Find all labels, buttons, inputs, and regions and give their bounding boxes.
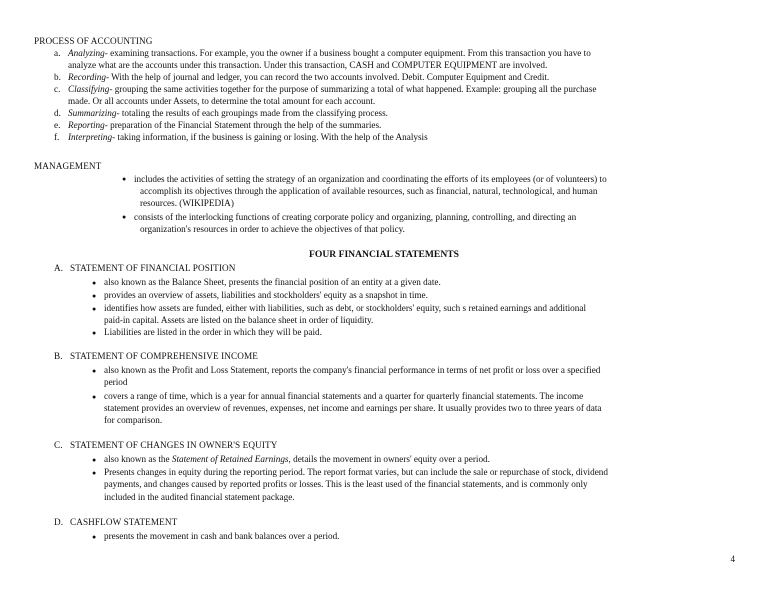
item-text-cont: analyze what are the accounts under this transaction. Under this transaction, CASH and COMPUTER EQUIPMENT are involved. <box>68 60 548 70</box>
statement-b-bullet-2: covers a range of time, which is a year for annual financial statements and a quarter for quarterly financial statements. The income <box>104 391 584 401</box>
item-text: - With the help of journal and ledger, you can record the two accounts involved. Debit. Computer Equipment and Credit. <box>105 72 550 82</box>
bullet-icon: ● <box>122 175 127 183</box>
statement-a-bullet-1: also known as the Balance Sheet, presents the financial position of an entity at a given date. <box>104 277 441 287</box>
item-text: - taking information, if the business is gaining or losing. With the help of the Analysis <box>112 132 428 142</box>
term-analyzing: Analyzing <box>68 48 105 58</box>
item-text: - totaling the results of each groupings made from the classifying process. <box>116 108 388 118</box>
term-classifying: Classifying <box>68 84 110 94</box>
statement-c-bullet-2: Presents changes in equity during the reporting period. The report format varies, but can include the sale or repurchase of stock, dividend <box>104 467 608 477</box>
statement-a-heading <box>54 262 235 274</box>
item-text: - grouping the same activities together for the purpose of summarizing a total of what happened. Example: grouping all the purchase <box>109 84 597 94</box>
list-marker: b. <box>54 72 61 82</box>
management-bullet-2: consists of the interlocking functions of creating corporate policy and organizing, planning, controlling, and directing an <box>134 212 577 222</box>
list-item-b <box>54 71 549 83</box>
term-summarizing: Summarizing <box>68 108 117 118</box>
text-part: also known as the <box>104 454 172 464</box>
statement-d-bullet-1: presents the movement in cash and bank balances over a period. <box>104 531 340 541</box>
item-text: - examining transactions. For example, you the owner if a business bought a computer equipment. From this transaction you have to <box>104 48 591 58</box>
list-marker: f. <box>54 132 60 142</box>
statement-title: STATEMENT OF COMPREHENSIVE INCOME <box>70 351 258 361</box>
management-bullet-2-cont: organization's resources in order to achieve the objectives of that policy. <box>140 224 405 234</box>
list-item-d <box>54 107 388 119</box>
statement-b-bullet-1-cont: period <box>104 377 128 387</box>
management-heading: MANAGEMENT <box>34 161 102 171</box>
list-item-a <box>54 47 591 59</box>
bullet-icon: ● <box>122 213 127 221</box>
statement-c-bullet-2-cont: payments, and changes caused by reported profits or losses. This is the least used of the financial statements, and is commonly only <box>104 479 588 489</box>
statement-marker: D. <box>54 517 64 527</box>
bullet-icon: ● <box>92 469 97 477</box>
statement-marker: C. <box>54 440 63 450</box>
statement-marker: B. <box>54 351 63 361</box>
term-interpreting: Interpreting <box>68 132 113 142</box>
list-marker: a. <box>54 48 61 58</box>
statement-b-bullet-2-cont: statement provides an overview of revenues, expenses, net income and earnings per share. It usually provides two to three years of data <box>104 403 602 413</box>
page-number: 4 <box>730 554 735 564</box>
statements-title: FOUR FINANCIAL STATEMENTS <box>309 249 459 260</box>
list-item-f <box>54 131 428 143</box>
statement-b-heading <box>54 350 258 362</box>
bullet-icon: ● <box>92 292 97 300</box>
management-bullet-1-cont: accomplish its objectives through the application of available resources, such as financial, natural, technological, and human <box>140 186 598 196</box>
list-marker: e. <box>54 120 61 130</box>
text-part: , details the movement in owners' equity over a period. <box>288 454 490 464</box>
item-text: - preparation of the Financial Statement through the help of the summaries. <box>104 120 382 130</box>
statement-title: STATEMENT OF FINANCIAL POSITION <box>70 263 236 273</box>
statement-d-heading <box>54 516 177 528</box>
term-recording: Recording <box>68 72 106 82</box>
statement-c-bullet-2-cont: included in the audited financial statement package. <box>104 492 295 502</box>
bullet-icon: ● <box>92 329 97 337</box>
term-reporting: Reporting <box>68 120 105 130</box>
management-bullet-1-cont: resources. (WIKIPEDIA) <box>140 198 234 208</box>
bullet-icon: ● <box>92 393 97 401</box>
text-italic-part: Statement of Retained Earnings <box>171 454 289 464</box>
statement-b-bullet-1: also known as the Profit and Loss Statement, reports the company's financial performance in terms of net profit or loss over a specified <box>104 365 601 375</box>
statement-c-bullet-1 <box>104 453 490 465</box>
list-item-c <box>54 83 596 95</box>
management-bullet-1: includes the activities of setting the strategy of an organization and coordinating the efforts of its employees (or of volunteers) to <box>134 174 607 184</box>
statement-title: CASHFLOW STATEMENT <box>70 517 178 527</box>
statement-a-bullet-2: provides an overview of assets, liabilities and stockholders' equity as a snapshot in time. <box>104 290 428 300</box>
bullet-icon: ● <box>92 367 97 375</box>
bullet-icon: ● <box>92 279 97 287</box>
statement-a-bullet-3-cont: paid-in capital. Assets are listed on the balance sheet in order of liquidity. <box>104 315 374 325</box>
bullet-icon: ● <box>92 533 97 541</box>
bullet-icon: ● <box>92 305 97 313</box>
item-text-cont: made. Or all accounts under Assets, to determine the total amount for each account. <box>68 96 376 106</box>
list-marker: c. <box>54 84 61 94</box>
statement-title: STATEMENT OF CHANGES IN OWNER'S EQUITY <box>70 440 278 450</box>
statement-b-bullet-2-cont: for comparison. <box>104 415 163 425</box>
statement-a-bullet-4: Liabilities are listed in the order in which they will be paid. <box>104 327 322 337</box>
statement-a-bullet-3: identifies how assets are funded, either with liabilities, such as debt, or stockholders' equity, such s retained earnings and additional <box>104 303 587 313</box>
bullet-icon: ● <box>92 456 97 464</box>
process-heading: PROCESS OF ACCOUNTING <box>34 36 153 46</box>
statement-c-heading <box>54 439 277 451</box>
list-item-e <box>54 119 381 131</box>
list-marker: d. <box>54 108 61 118</box>
statement-marker: A. <box>54 263 64 273</box>
